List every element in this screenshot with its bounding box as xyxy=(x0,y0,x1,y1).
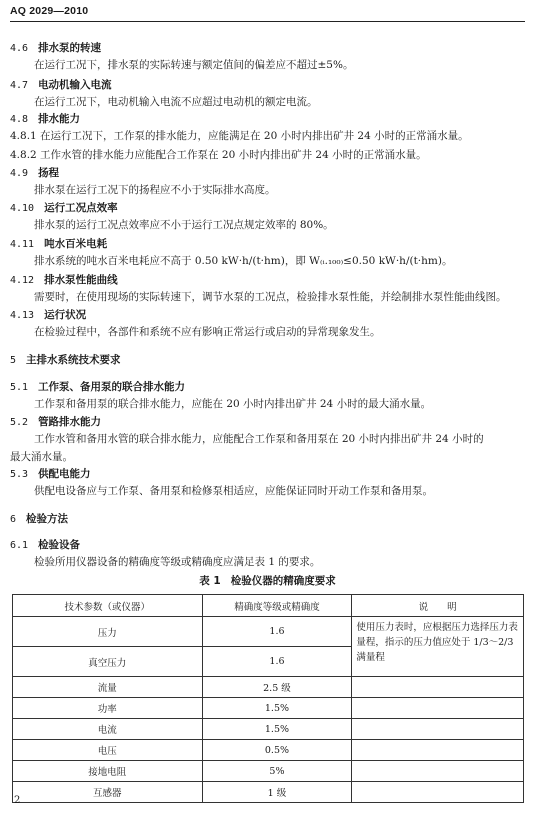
table-title: 检验仪器的精确度要求 xyxy=(230,575,336,587)
table-header-row xyxy=(13,595,524,617)
paragraph: 在运行工况下，电动机输入电流不应超过电动机的额定电流。 xyxy=(34,96,318,108)
table-row xyxy=(13,740,524,761)
heading-4-12: 4.12 排水泵性能曲线 xyxy=(10,274,118,286)
heading-4-10: 4.10 运行工况点效率 xyxy=(10,202,118,214)
table-cell: 电压 xyxy=(13,740,203,761)
paragraph: 需要时，在使用现场的实际转速下，调节水泵的工况点，检验排水泵性能，并绘制排水泵性能曲线图。 xyxy=(34,291,507,303)
table-cell: 1 级 xyxy=(202,782,352,803)
column-header: 说 明 xyxy=(352,595,524,617)
page-number: 2 xyxy=(14,795,21,806)
heading-5-1: 5.1 工作泵、备用泵的联合排水能力 xyxy=(10,381,186,393)
column-header: 技术参数（或仪器） xyxy=(13,595,203,617)
table-row xyxy=(13,698,524,719)
paragraph: 排水系统的吨水百米电耗应不高于 0.50 kW·h/(t·hm)，即 W₍ᵢ.₁₀₀₎≤0.50 kW·h/(t·hm)。 xyxy=(34,255,453,267)
paragraph-continuation: 最大涌水量。 xyxy=(10,451,73,463)
table-cell: 2.5 级 xyxy=(202,677,352,698)
table-row xyxy=(13,782,524,803)
table-cell: 真空压力 xyxy=(13,647,203,677)
table-cell-empty xyxy=(352,782,524,803)
table-cell: 1.5% xyxy=(202,698,352,719)
heading-4-8: 4.8 排水能力 xyxy=(10,113,81,125)
table-cell: 电流 xyxy=(13,719,203,740)
table-cell: 接地电阻 xyxy=(13,761,203,782)
header-rule xyxy=(10,21,525,22)
table-label: 表 1 xyxy=(199,575,221,587)
table-cell-empty xyxy=(352,719,524,740)
table-cell: 1.6 xyxy=(202,617,352,647)
paragraph-4-8-1: 4.8.1 在运行工况下，工作泵的排水能力，应能满足在 20 小时内排出矿井 24 小时的正常涌水量。 xyxy=(10,130,469,142)
paragraph-4-8-2: 4.8.2 工作水管的排水能力应能配合工作泵在 20 小时内排出矿井 24 小时的正常涌水量。 xyxy=(10,149,427,161)
table-cell: 功率 xyxy=(13,698,203,719)
paragraph: 排水泵的运行工况点效率应不小于运行工况点规定效率的 80%。 xyxy=(34,219,334,231)
heading-5-2: 5.2 管路排水能力 xyxy=(10,416,102,428)
paragraph: 在检验过程中，各部件和系统不应有影响正常运行或启动的异常现象发生。 xyxy=(34,326,381,338)
heading-5: 5 主排水系统技术要求 xyxy=(10,354,121,366)
heading-4-7: 4.7 电动机输入电流 xyxy=(10,79,112,91)
heading-4-6: 4.6 排水泵的转速 xyxy=(10,42,102,54)
table-cell-empty xyxy=(352,698,524,719)
column-header: 精确度等级或精确度 xyxy=(202,595,352,617)
heading-5-3: 5.3 供配电能力 xyxy=(10,468,91,480)
paragraph: 工作水管和备用水管的联合排水能力，应能配合工作泵和备用泵在 20 小时内排出矿井 24 小时的 xyxy=(34,433,484,445)
table-row xyxy=(13,761,524,782)
table-row xyxy=(13,719,524,740)
table-cell: 5% xyxy=(202,761,352,782)
accuracy-table xyxy=(12,594,524,803)
table-row xyxy=(13,677,524,698)
table-cell: 0.5% xyxy=(202,740,352,761)
table-cell: 流量 xyxy=(13,677,203,698)
paragraph: 工作泵和备用泵的联合排水能力，应能在 20 小时内排出矿井 24 小时的最大涌水量。 xyxy=(34,398,432,410)
paragraph: 供配电设备应与工作泵、备用泵和检修泵相适应，应能保证同时开动工作泵和备用泵。 xyxy=(34,485,433,497)
table-caption xyxy=(0,573,535,588)
paragraph: 在运行工况下，排水泵的实际转速与额定值间的偏差应不超过±5%。 xyxy=(34,59,354,71)
table-row xyxy=(13,617,524,647)
heading-4-11: 4.11 吨水百米电耗 xyxy=(10,238,108,250)
table-cell: 互感器 xyxy=(13,782,203,803)
paragraph: 检验所用仪器设备的精确度等级或精确度应满足表 1 的要求。 xyxy=(34,556,321,568)
table-cell-empty xyxy=(352,677,524,698)
table-cell-empty xyxy=(352,740,524,761)
table-note-cell: 使用压力表时，应根据压力选择压力表量程，指示的压力值应处于 1/3～2/3 满量程 xyxy=(352,617,524,677)
table-cell: 1.6 xyxy=(202,647,352,677)
table-cell: 1.5% xyxy=(202,719,352,740)
paragraph: 排水泵在运行工况下的扬程应不小于实际排水高度。 xyxy=(34,184,276,196)
table-cell-empty xyxy=(352,761,524,782)
heading-6-1: 6.1 检验设备 xyxy=(10,539,81,551)
heading-4-13: 4.13 运行状况 xyxy=(10,309,87,321)
heading-4-9: 4.9 扬程 xyxy=(10,167,60,179)
heading-6: 6 检验方法 xyxy=(10,513,69,525)
document-code: AQ 2029—2010 xyxy=(10,5,89,17)
table-cell: 压力 xyxy=(13,617,203,647)
